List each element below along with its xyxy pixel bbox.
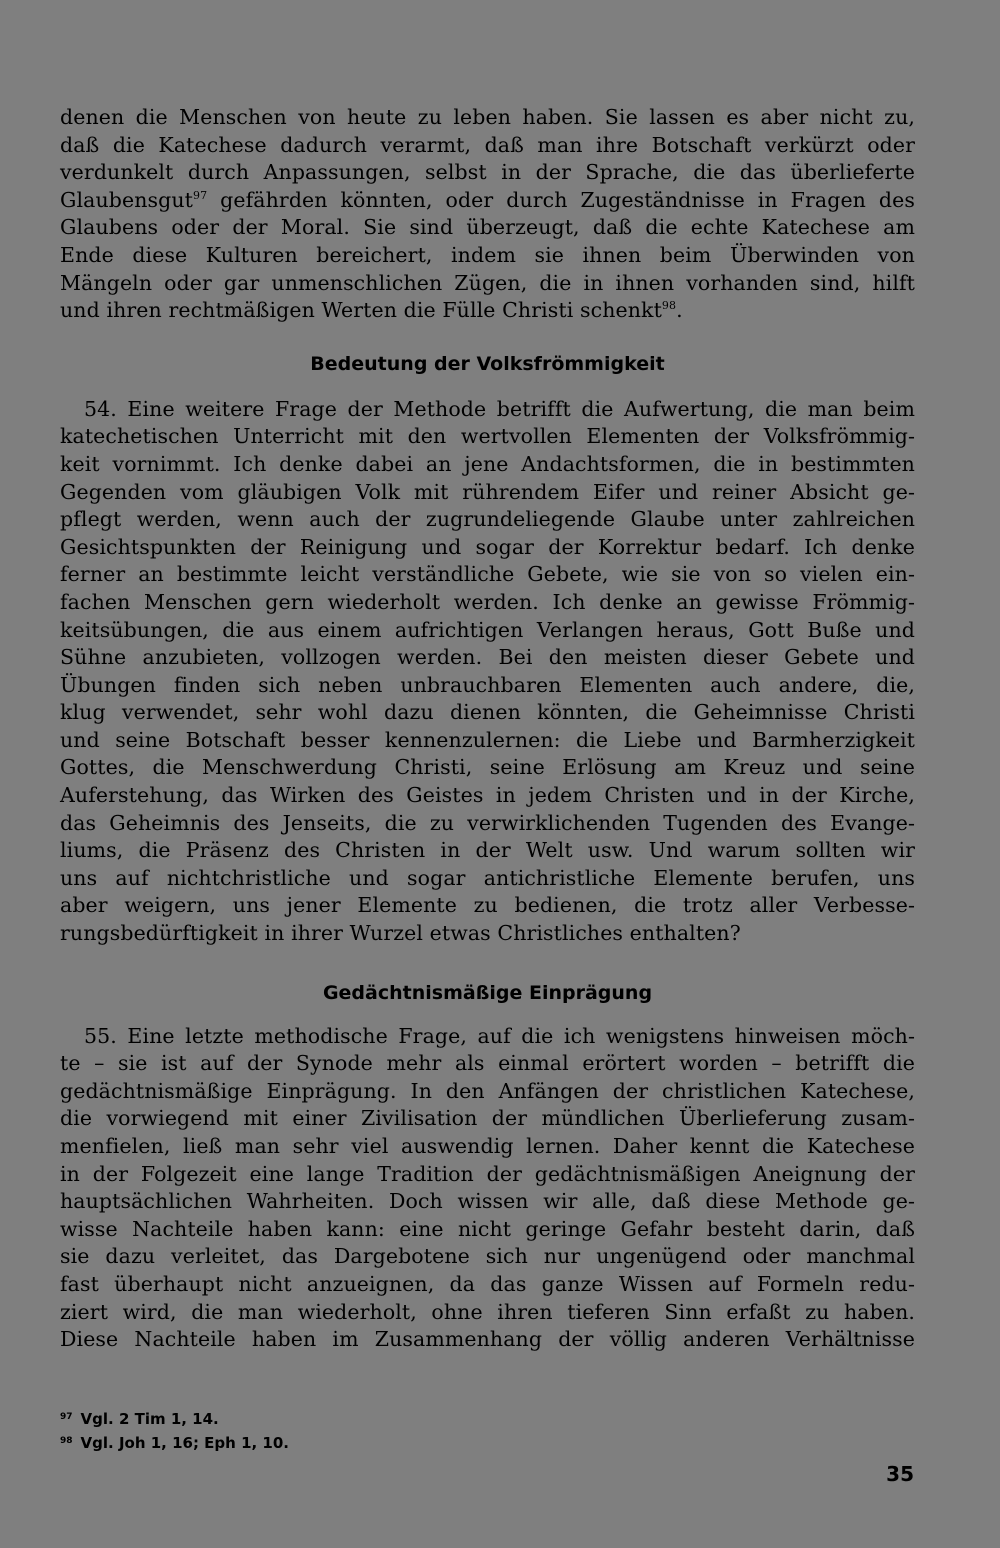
text-line: katechetischen Unterricht mit den wertvollen Elementen der Volksfrömmig- [60,424,915,449]
paragraph [60,396,915,948]
text-line: aber weigern, uns jener Elemente zu bedienen, die trotz aller Verbesse- [60,893,915,918]
text-line: keit vornimmt. Ich denke dabei an jene Andachtsformen, die in bestimmten [60,451,915,476]
footnote-marker: 98 [60,1436,73,1446]
text-line: Gottes, die Menschwerdung Christi, seine Erlösung am Kreuz und seine [60,755,915,780]
text-line: Diese Nachteile haben im Zusammenhang der völlig anderen Verhältnisse [60,1327,915,1352]
text-line: te – sie ist auf der Synode mehr als einmal erörtert worden – betrifft die [60,1051,915,1076]
text-line: fachen Menschen gern wiederholt werden. Ich denke an gewisse Frömmig- [60,589,915,614]
text-line: uns auf nichtchristliche und sogar antichristliche Elemente berufen, uns [60,865,915,890]
text-line: und seine Botschaft besser kennenzulernen: die Liebe und Barmherzigkeit [60,727,915,752]
text-line: daß die Katechese dadurch verarmt, daß man ihre Botschaft verkürzt oder [60,132,915,157]
text-line: Mängeln oder gar unmenschlichen Zügen, die in ihnen vorhanden sind, hilft [60,270,915,295]
text-line: keitsübungen, die aus einem aufrichtigen Verlangen heraus, Gott Buße und [60,617,915,642]
text-line: fast überhaupt nicht anzueignen, da das ganze Wissen auf Formeln redu- [60,1271,915,1296]
text-line: hauptsächlichen Wahrheiten. Doch wissen wir alle, daß diese Methode ge- [60,1189,915,1214]
footnote-reference: 98 [661,299,677,313]
section-heading: Bedeutung der Volksfrömmigkeit [310,352,665,375]
text-segment: Glaubensgut [60,187,193,212]
footnote-text: Vgl. Joh 1, 16; Eph 1, 10. [80,1434,289,1452]
text-line: wisse Nachteile haben kann: eine nicht geringe Gefahr besteht darin, daß [60,1216,915,1241]
paragraph [60,104,915,325]
text-line: denen die Menschen von heute zu leben haben. Sie lassen es aber nicht zu, [60,105,915,129]
text-line: Gesichtspunkten der Reinigung und sogar der Korrektur bedarf. Ich denke [60,534,915,559]
footnote-text: Vgl. 2 Tim 1, 14. [80,1410,219,1428]
footnote-marker: 97 [60,1412,73,1422]
text-line [60,187,915,215]
text-line: Auferstehung, das Wirken des Geistes in jedem Christen und in der Kirche, [60,783,915,808]
footnote-reference: 97 [193,188,208,202]
footnote [60,1406,289,1430]
text-line: 55. Eine letzte methodische Frage, auf die ich wenigstens hinweisen möch- [84,1023,915,1048]
paragraph [60,1023,915,1354]
text-line: sie dazu verleitet, das Dargebotene sich nur ungenügend oder manchmal [60,1244,915,1269]
text-line: rungsbedürftigkeit in ihrer Wurzel etwas Christliches enthalten? [60,921,741,946]
text-segment: und ihren rechtmäßigen Werten die Fülle Christi schenkt [60,298,662,323]
text-line: liums, die Präsenz des Christen in der Welt usw. Und warum sollten wir [60,838,915,863]
text-line: Ende diese Kulturen bereichert, indem sie ihnen beim Überwinden von [60,242,915,267]
text-line: Glaubens oder der Moral. Sie sind überzeugt, daß die echte Katechese am [60,215,915,240]
text-segment: gefährden könnten, oder durch Zugeständnisse in Fragen des [220,187,915,212]
text-line: Sühne anzubieten, vollzogen werden. Bei den meisten dieser Gebete und [60,645,915,670]
footnote [60,1430,289,1454]
text-line: pflegt werden, wenn auch der zugrundeliegende Glaube unter zahlreichen [60,507,915,532]
text-line: Gegenden vom gläubigen Volk mit rührendem Eifer und reiner Absicht ge- [60,479,915,504]
text-line: ferner an bestimmte leicht verständliche Gebete, wie sie von so vielen ein- [60,562,915,587]
text-line: 54. Eine weitere Frage der Methode betrifft die Aufwertung, die man beim [84,396,915,421]
section-heading: Gedächtnismäßige Einprägung [322,981,653,1004]
text-line: verdunkelt durch Anpassungen, selbst in der Sprache, die das überlieferte [60,160,915,185]
text-line: gedächtnismäßige Einprägung. In den Anfängen der christlichen Katechese, [60,1078,915,1103]
text-line: die vorwiegend mit einer Zivilisation der mündlichen Überlieferung zusam- [60,1106,915,1131]
text-segment: . [676,298,683,323]
text-line: menfielen, ließ man sehr viel auswendig lernen. Daher kennt die Katechese [60,1134,915,1158]
text-line: das Geheimnis des Jenseits, die zu verwirklichenden Tugenden des Evange- [60,810,915,835]
page-body [60,104,915,1354]
text-line: Übungen finden sich neben unbrauchbaren Elementen auch andere, die, [60,672,915,697]
text-line [60,297,915,325]
footnotes [60,1406,289,1454]
text-line: klug verwendet, sehr wohl dazu dienen könnten, die Geheimnisse Christi [60,700,915,725]
page-number: 35 [886,1462,914,1486]
text-line: in der Folgezeit eine lange Tradition der gedächtnismäßigen Aneignung der [60,1161,915,1186]
text-line: ziert wird, die man wiederholt, ohne ihren tieferen Sinn erfaßt zu haben. [60,1299,915,1324]
